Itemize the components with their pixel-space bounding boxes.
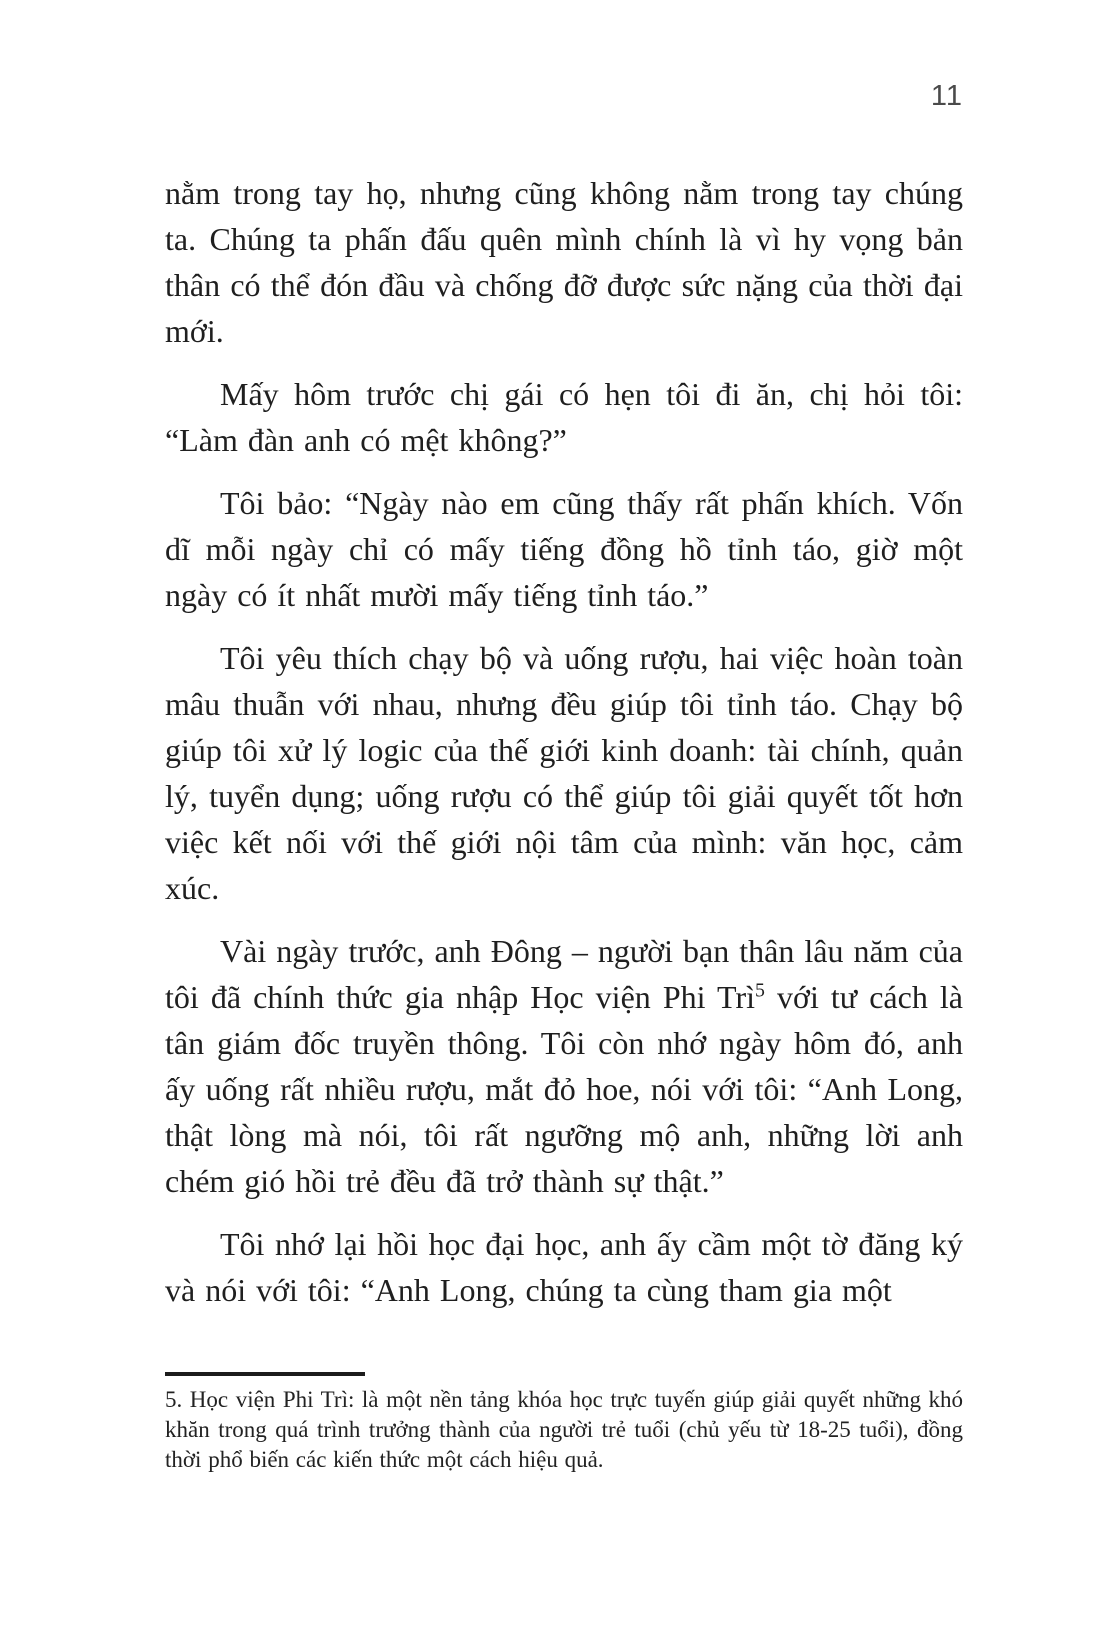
footnote: 5. Học viện Phi Trì: là một nền tảng khóa học trực tuyến giúp giải quyết những khó khăn trong quá trình trưởng thành của người trẻ tuổi (chủ yếu từ 18-25 tuổi), đồng thời phổ biến các kiến thức một cách hiệu quả. xyxy=(165,1387,963,1472)
footnote-area xyxy=(165,1372,963,1475)
page-number: 11 xyxy=(930,80,963,112)
paragraph: Tôi nhớ lại hồi học đại học, anh ấy cầm một tờ đăng ký và nói với tôi: “Anh Long, chúng ta cùng tham gia một xyxy=(165,1226,963,1308)
footnote-reference: 5 xyxy=(755,979,765,1002)
paragraph: Mấy hôm trước chị gái có hẹn tôi đi ăn, chị hỏi tôi: “Làm đàn anh có mệt không?” xyxy=(165,376,963,458)
footnote-divider xyxy=(165,1372,365,1376)
paragraph: nằm trong tay họ, nhưng cũng không nằm trong tay chúng ta. Chúng ta phấn đấu quên mình chính là vì hy vọng bản thân có thể đón đầu và chống đỡ được sức nặng của thời đại mới. xyxy=(165,175,963,349)
paragraph: Tôi bảo: “Ngày nào em cũng thấy rất phấn khích. Vốn dĩ mỗi ngày chỉ có mấy tiếng đồng hồ tỉnh táo, giờ một ngày có ít nhất mười mấy tiếng tỉnh táo.” xyxy=(165,485,963,613)
page-body-text xyxy=(165,170,963,1330)
paragraph-text: với tư cách là tân giám đốc truyền thông. Tôi còn nhớ ngày hôm đó, anh ấy uống rất nhiều rượu, mắt đỏ hoe, nói với tôi: “Anh Long, thật lòng mà nói, tôi rất ngưỡng mộ anh, những lời anh chém gió hồi trẻ đều đã trở thành sự thật.” xyxy=(165,979,964,1199)
paragraph xyxy=(165,928,963,1204)
paragraph-text: Vài ngày trước, anh Đông – người bạn thân lâu năm của tôi đã chính thức gia nhập Học viện Phi Trì xyxy=(165,933,963,1015)
paragraph: Tôi yêu thích chạy bộ và uống rượu, hai việc hoàn toàn mâu thuẫn với nhau, nhưng đều giúp tôi tỉnh táo. Chạy bộ giúp tôi xử lý logic của thế giới kinh doanh: tài chính, quản lý, tuyển dụng; uống rượu có thể giúp tôi giải quyết tốt hơn việc kết nối với thế giới nội tâm của mình: văn học, cảm xúc. xyxy=(165,640,963,906)
